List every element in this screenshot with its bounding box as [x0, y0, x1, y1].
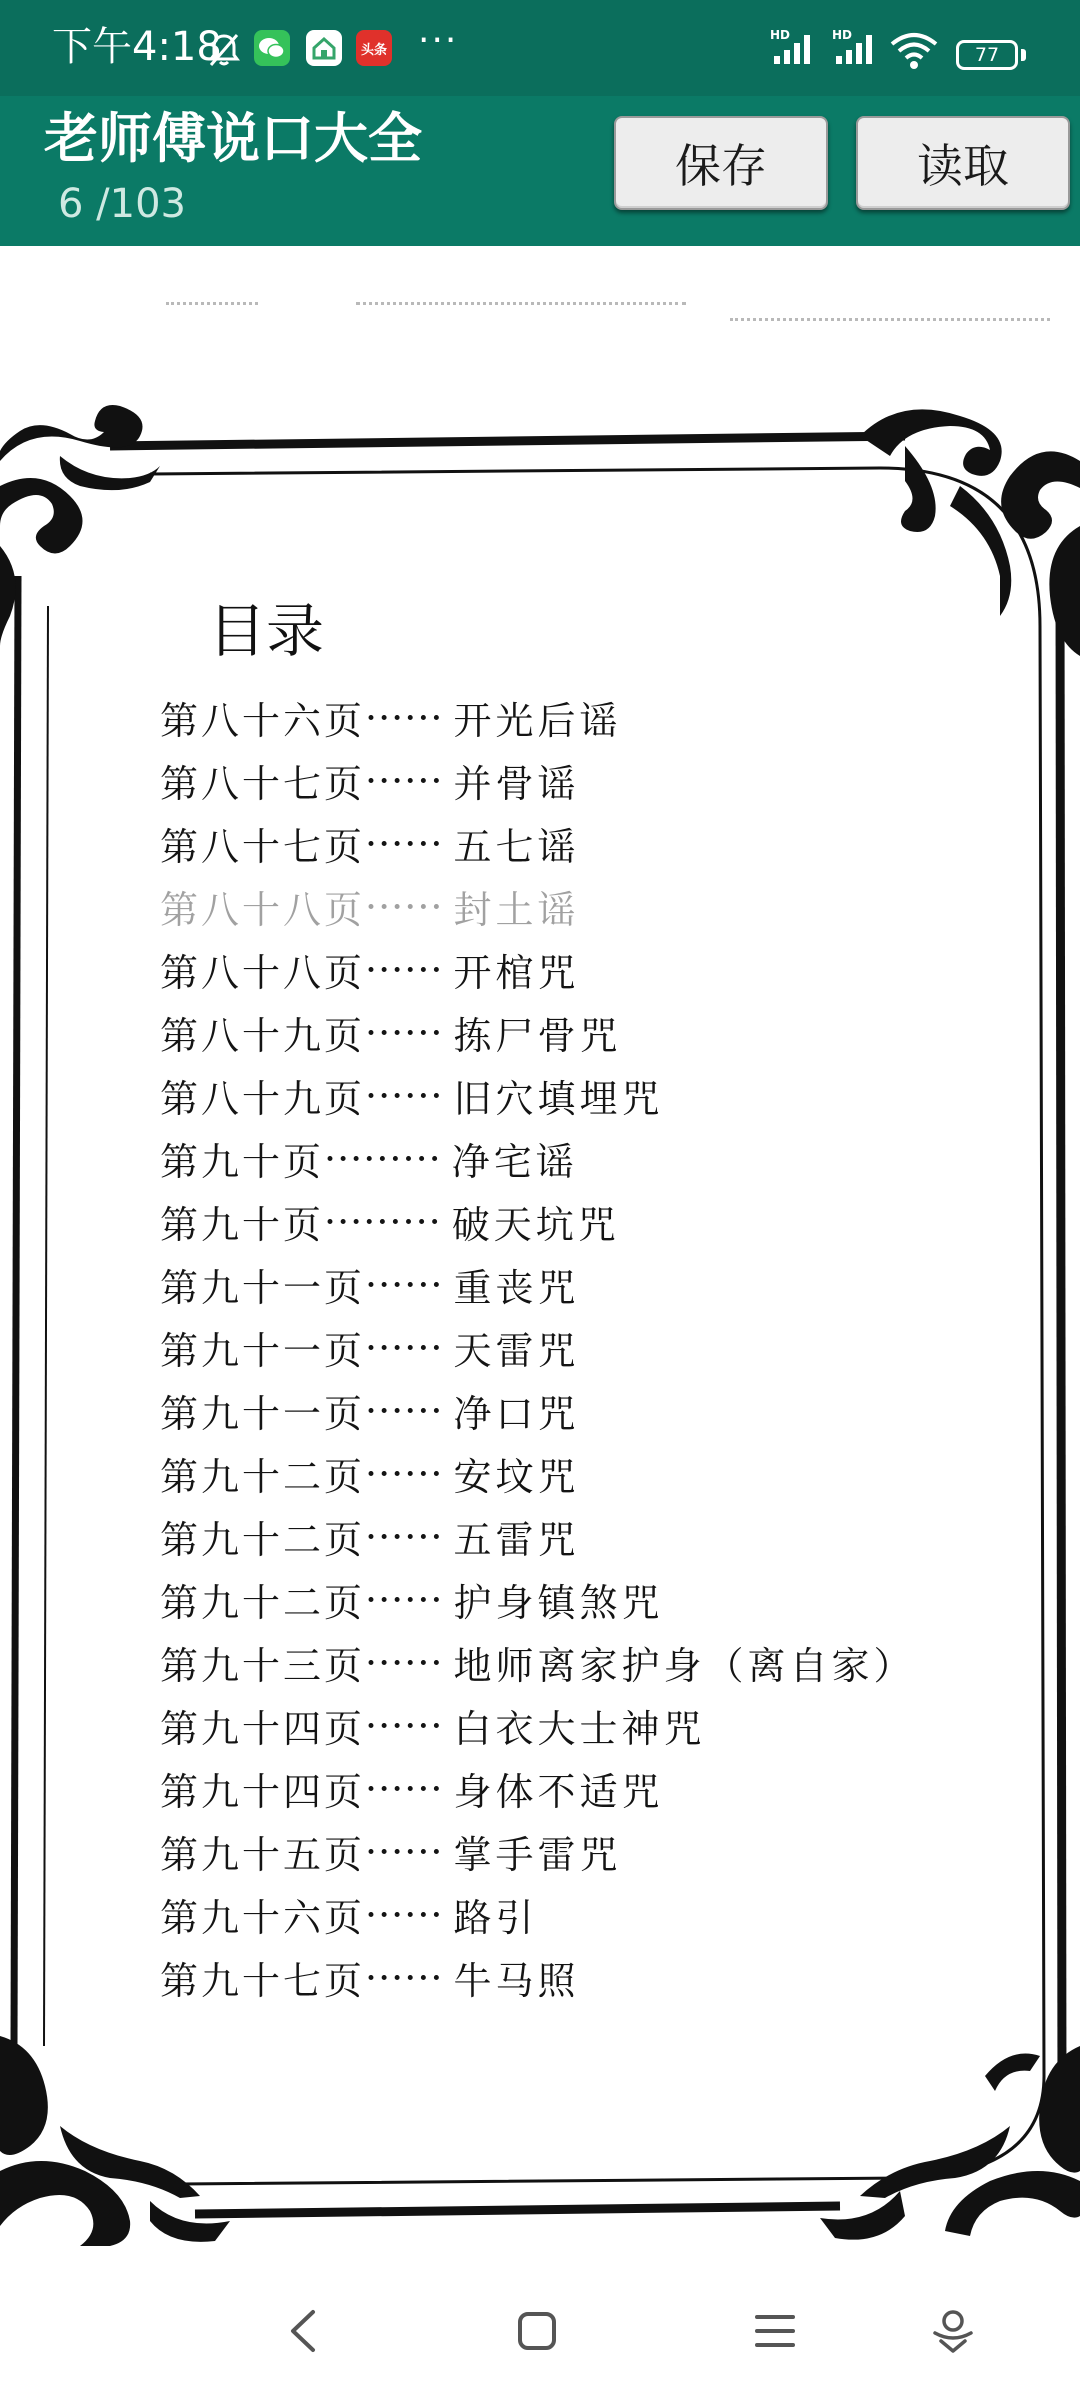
toc-entry [160, 1001, 1020, 1064]
toc-entry-name: 破天坑咒 [451, 1203, 620, 1247]
toc-leader-dots: ······ [365, 1010, 444, 1055]
toc-leader-dots: ······ [365, 1703, 444, 1748]
toc-title: 目录 [208, 597, 325, 665]
toc-entry [160, 875, 1020, 938]
toc-page-ref: 第九十三页 [160, 1644, 366, 1688]
document-page[interactable] [0, 246, 1080, 2246]
toc-page-ref: 第八十七页 [160, 762, 366, 806]
toc-entry-name: 掌手雷咒 [453, 1833, 622, 1877]
toc-page-ref: 第九十四页 [160, 1707, 366, 1751]
navigation-bar [0, 2260, 1080, 2400]
toc-entry-name: 封土谣 [453, 888, 580, 932]
status-time: 下午4:18 [52, 24, 222, 70]
toc-page-ref: 第八十七页 [160, 825, 366, 869]
toc-leader-dots: ······ [365, 884, 444, 929]
toc-leader-dots: ······ [365, 1514, 444, 1559]
wechat-icon [254, 30, 290, 66]
toc-leader-dots: ········· [324, 1136, 442, 1181]
toc-leader-dots: ······ [365, 1577, 444, 1622]
app-bar [0, 96, 1080, 246]
toc-entry-name: 白衣大士神咒 [453, 1707, 706, 1751]
toc-entry [160, 1694, 1020, 1757]
app-title: 老师傅说口大全 [44, 107, 422, 170]
toc-entry [160, 1946, 1020, 2009]
toc-entry-name: 五雷咒 [453, 1518, 580, 1562]
toc-leader-dots: ······ [365, 947, 444, 992]
toc-leader-dots: ······ [365, 695, 444, 740]
toc-page-ref: 第八十九页 [160, 1014, 366, 1058]
page-counter: 6 /103 [58, 181, 186, 227]
toc-entry-name: 路引 [453, 1896, 538, 1940]
toc-leader-dots: ······ [365, 1325, 444, 1370]
toc-entry-name: 开棺咒 [453, 951, 580, 995]
toc-leader-dots: ······ [365, 1262, 444, 1307]
toc-entry [160, 1190, 1020, 1253]
toc-page-ref: 第八十九页 [160, 1077, 366, 1121]
toc-entry-name: 牛马照 [453, 1959, 580, 2003]
bell-off-icon [204, 30, 244, 70]
toc-leader-dots: ······ [365, 1640, 444, 1685]
toc-page-ref: 第九十二页 [160, 1581, 366, 1625]
toc-page-ref: 第九十一页 [160, 1266, 366, 1310]
toc-entry-name: 开光后谣 [453, 699, 622, 743]
toc-page-ref: 第九十一页 [160, 1329, 366, 1373]
corner-ornament-bottom-right [820, 2046, 1080, 2240]
toc-leader-dots: ······ [365, 758, 444, 803]
toc-entry [160, 1631, 1020, 1694]
toc-leader-dots: ······ [365, 1388, 444, 1433]
toc-page-ref: 第八十八页 [160, 888, 366, 932]
toc-entry-name: 安坟咒 [453, 1455, 580, 1499]
toc-leader-dots: ······ [365, 1073, 444, 1118]
menu-icon[interactable] [740, 2296, 810, 2366]
toc-page-ref: 第八十六页 [160, 699, 366, 743]
wifi-icon [888, 30, 940, 74]
toc-page-ref: 第九十一页 [160, 1392, 366, 1436]
save-button[interactable]: 保存 [614, 116, 828, 210]
toc-page-ref: 第九十页 [160, 1140, 325, 1184]
hd-label: HD [770, 28, 791, 42]
toc-page-ref: 第九十六页 [160, 1896, 366, 1940]
toc-entry-name: 净口咒 [453, 1392, 580, 1436]
battery-icon [956, 40, 1018, 70]
toc-entry-name: 地师离家护身（离自家） [453, 1644, 916, 1688]
toc-leader-dots: ········· [324, 1199, 442, 1244]
toc-entry [160, 1379, 1020, 1442]
toc-leader-dots: ······ [365, 1892, 444, 1937]
toc-page-ref: 第九十二页 [160, 1455, 366, 1499]
toc-page-ref: 第九十二页 [160, 1518, 366, 1562]
toc-page-ref: 第九十四页 [160, 1770, 366, 1814]
home-app-icon [306, 30, 342, 66]
toc-entry-name: 旧穴填埋咒 [453, 1077, 664, 1121]
toc-list [160, 686, 1020, 2009]
toc-entry [160, 749, 1020, 812]
toc-leader-dots: ······ [365, 821, 444, 866]
signal-icon [772, 32, 816, 70]
toc-leader-dots: ······ [365, 1955, 444, 2000]
toc-entry [160, 1757, 1020, 1820]
toc-entry-name: 天雷咒 [453, 1329, 580, 1373]
toc-entry-name: 拣尸骨咒 [453, 1014, 622, 1058]
toc-leader-dots: ······ [365, 1451, 444, 1496]
hd-label-2: HD [832, 28, 853, 42]
toc-page-ref: 第九十七页 [160, 1959, 366, 2003]
toc-entry [160, 1505, 1020, 1568]
toc-entry [160, 1883, 1020, 1946]
corner-ornament-top-left [0, 405, 160, 646]
more-notifications-icon: ··· [418, 20, 459, 61]
toc-page-ref: 第八十八页 [160, 951, 366, 995]
battery-level: 77 [974, 44, 1000, 66]
toc-entry [160, 938, 1020, 1001]
toc-entry-name: 重丧咒 [453, 1266, 580, 1310]
toc-entry-name: 身体不适咒 [453, 1770, 664, 1814]
status-bar [0, 0, 1080, 96]
toc-entry-name: 护身镇煞咒 [453, 1581, 664, 1625]
toc-entry [160, 1127, 1020, 1190]
toc-entry-name: 并骨谣 [453, 762, 580, 806]
toc-entry-name: 五七谣 [453, 825, 580, 869]
toc-page-ref: 第九十页 [160, 1203, 325, 1247]
toc-entry [160, 1568, 1020, 1631]
load-button[interactable]: 读取 [856, 116, 1070, 210]
back-icon[interactable] [268, 2296, 338, 2366]
toc-entry [160, 1820, 1020, 1883]
toc-page-ref: 第九十五页 [160, 1833, 366, 1877]
toc-entry [160, 1253, 1020, 1316]
toc-entry [160, 686, 1020, 749]
toutiao-icon: 头条 [356, 30, 392, 66]
toc-leader-dots: ······ [365, 1766, 444, 1811]
toc-entry [160, 812, 1020, 875]
signal-icon-2 [834, 32, 878, 70]
assistant-icon[interactable] [918, 2296, 988, 2366]
toc-entry [160, 1064, 1020, 1127]
toc-entry [160, 1442, 1020, 1505]
toc-leader-dots: ······ [365, 1829, 444, 1874]
corner-ornament-top-right [860, 409, 1080, 656]
toc-entry-name: 净宅谣 [451, 1140, 578, 1184]
toc-entry [160, 1316, 1020, 1379]
home-icon[interactable] [502, 2296, 572, 2366]
battery-tip [1021, 49, 1026, 61]
